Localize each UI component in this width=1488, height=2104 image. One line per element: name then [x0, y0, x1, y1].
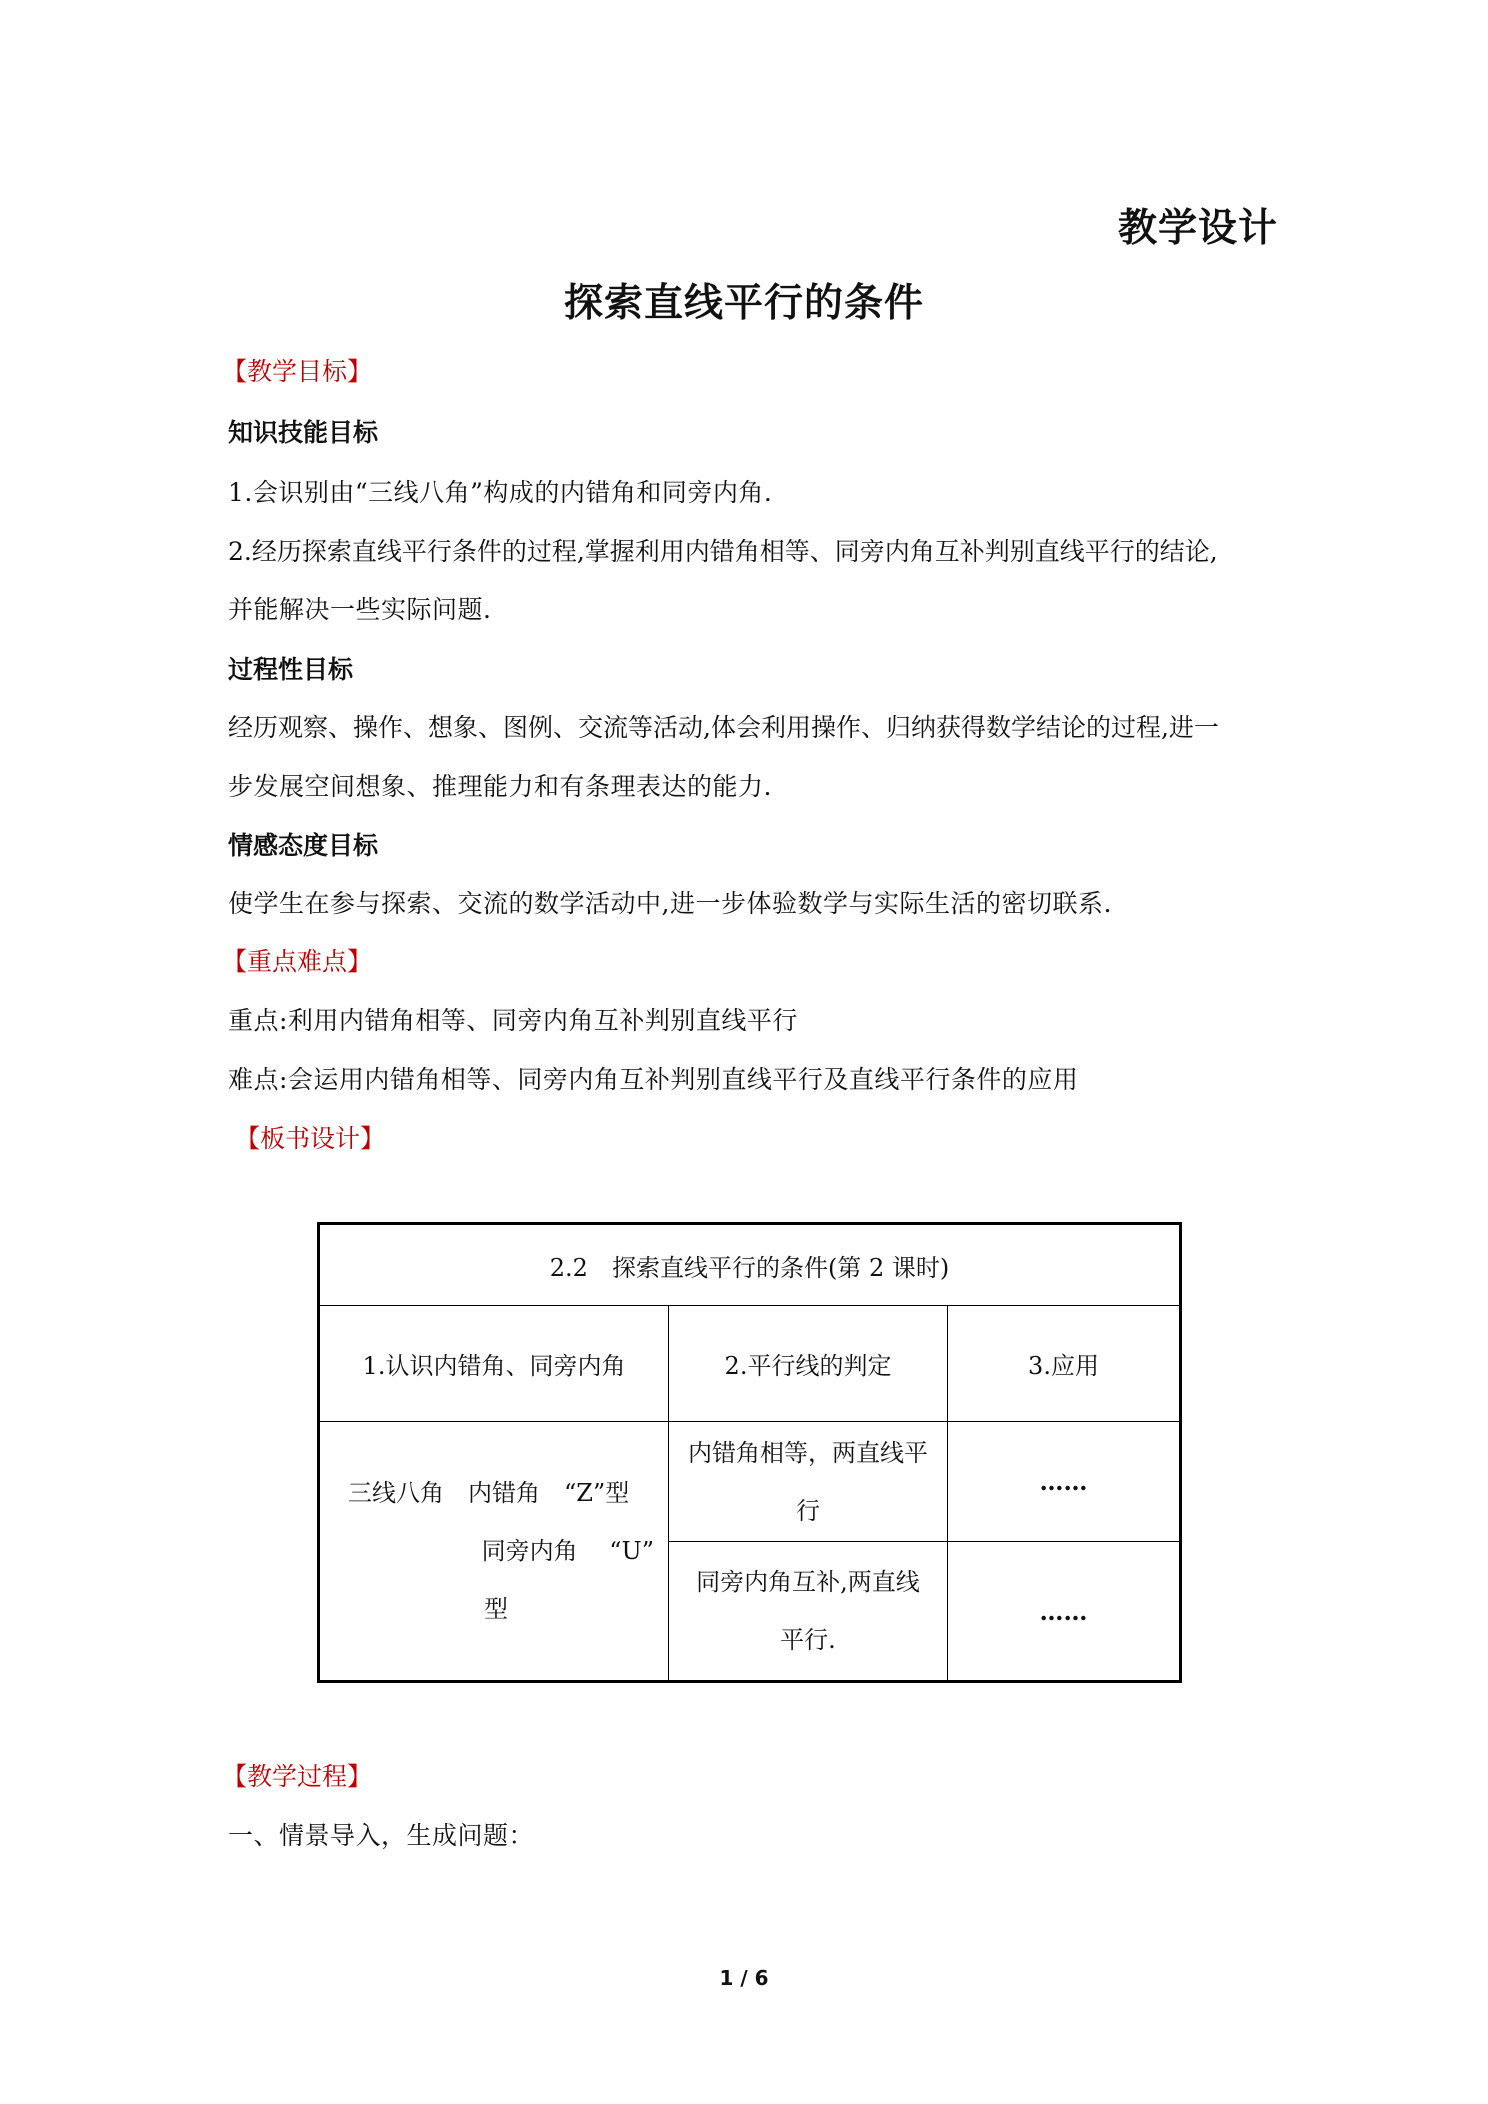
board-table-mid-cell-1 [669, 1422, 948, 1542]
process-goals-line-1: 经历观察、操作、想象、图例、交流等活动,体会利用操作、归纳获得数学结论的过程,进一 [228, 713, 1219, 742]
knowledge-item-2-line-2: 并能解决一些实际问题. [228, 595, 492, 624]
mid-cell-1-line-1: 内错角相等，两直线平 [688, 1438, 928, 1467]
teaching-process-heading: 【教学过程】 [222, 1762, 373, 1791]
process-goals-heading: 过程性目标 [228, 655, 354, 684]
goals-heading: 【教学目标】 [222, 357, 373, 386]
document-type-label: 教学设计 [1117, 206, 1278, 251]
process-step-1: 一、情景导入，生成问题： [228, 1821, 535, 1850]
board-table-right-cell-2: …… [948, 1542, 1181, 1682]
key-point-text: 重点:利用内错角相等、同旁内角互补判别直线平行 [228, 1006, 798, 1035]
board-table-column-3: 3.应用 [948, 1306, 1181, 1422]
left-cell-line-3: 型 [484, 1595, 508, 1623]
difficult-point-text: 难点:会运用内错角相等、同旁内角互补判别直线平行及直线平行条件的应用 [228, 1065, 1079, 1094]
board-design-table [317, 1222, 1182, 1683]
key-points-heading: 【重点难点】 [222, 947, 373, 976]
document-title: 探索直线平行的条件 [563, 281, 924, 326]
board-table-title: 2.2 探索直线平行的条件(第 2 课时) [319, 1224, 1181, 1306]
knowledge-item-1: 1.会识别由“三线八角”构成的内错角和同旁内角. [228, 478, 773, 507]
board-table-mid-cell-2 [669, 1542, 948, 1682]
emotion-goals-heading: 情感态度目标 [228, 831, 379, 860]
board-table-left-cell [319, 1422, 669, 1682]
mid-cell-2-line-1: 同旁内角互补,两直线 [696, 1568, 920, 1596]
left-cell-line-1: 三线八角 内错角 “Z”型 [348, 1479, 630, 1507]
emotion-goals-text: 使学生在参与探索、交流的数学活动中,进一步体验数学与实际生活的密切联系. [228, 889, 1112, 918]
process-goals-line-2: 步发展空间想象、推理能力和有条理表达的能力. [228, 772, 772, 801]
knowledge-item-2-line-1: 2.经历探索直线平行条件的过程,掌握利用内错角相等、同旁内角互补判别直线平行的结论, [228, 537, 1218, 566]
knowledge-heading: 知识技能目标 [228, 418, 379, 447]
board-table-column-1: 1.认识内错角、同旁内角 [319, 1306, 669, 1422]
mid-cell-1-line-2: 行 [796, 1496, 820, 1525]
mid-cell-2-line-2: 平行. [780, 1626, 836, 1654]
board-table-column-2: 2.平行线的判定 [669, 1306, 948, 1422]
left-cell-line-2: 同旁内角 “U” [481, 1537, 654, 1565]
board-design-heading: 【板书设计】 [235, 1124, 386, 1153]
board-table-right-cell-1: …… [948, 1422, 1181, 1542]
page-number: 1 / 6 [719, 1966, 769, 1990]
